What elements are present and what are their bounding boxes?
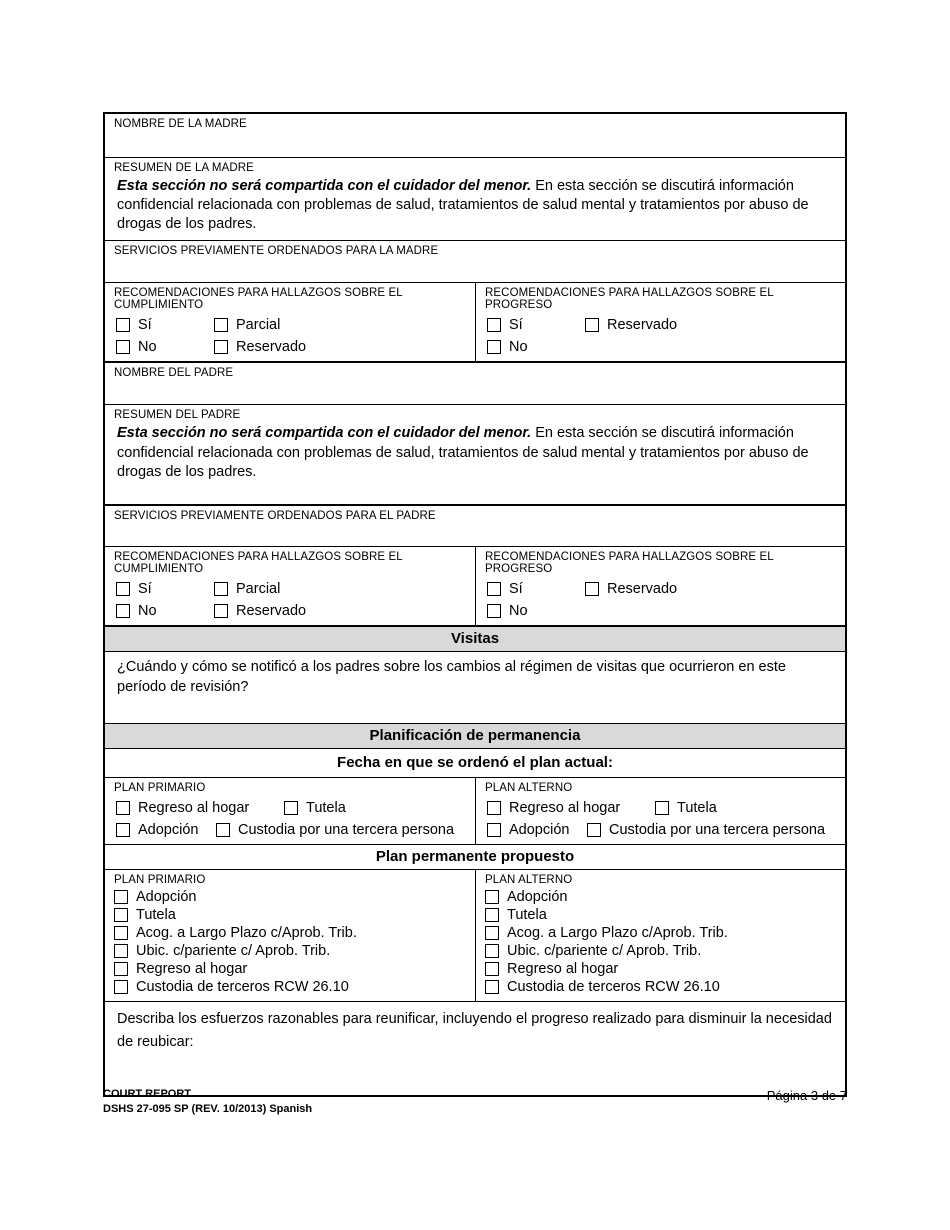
page-footer — [103, 1087, 847, 1117]
footer-form-title: COURT REPORT — [103, 1088, 191, 1100]
primary-plan-label: PLAN PRIMARIO — [114, 782, 206, 795]
mother-name-label: NOMBRE DE LA MADRE — [114, 118, 247, 130]
primary-proposed-regreso-checkbox[interactable] — [114, 961, 467, 977]
mother-services-field[interactable] — [105, 240, 845, 282]
option-label: Reservado — [607, 581, 678, 598]
checkbox-icon[interactable] — [485, 890, 499, 904]
checkbox-icon[interactable] — [485, 908, 499, 922]
primary-proposed-tutela-checkbox[interactable] — [114, 907, 467, 923]
mother-services-label: SERVICIOS PREVIAMENTE ORDENADOS PARA LA MADRE — [114, 245, 439, 258]
father-name-field[interactable] — [105, 361, 845, 404]
father-progress-column — [475, 547, 845, 625]
option-label: No — [509, 603, 528, 620]
option-label: Custodia de terceros RCW 26.10 — [507, 979, 720, 996]
option-label: Sí — [138, 317, 152, 334]
mother-compliance-no-checkbox[interactable] — [116, 339, 214, 355]
option-label: No — [509, 339, 528, 356]
checkbox-icon[interactable] — [114, 908, 128, 922]
father-progress-reservado-checkbox[interactable] — [585, 581, 677, 597]
option-label: No — [138, 339, 157, 356]
mother-progress-reservado-checkbox[interactable] — [585, 317, 677, 333]
mother-summary-label: RESUMEN DE LA MADRE — [114, 162, 254, 174]
mother-summary-field[interactable] — [105, 157, 845, 240]
option-label: Acog. a Largo Plazo c/Aprob. Trib. — [507, 925, 728, 942]
footer-page-number: Página 3 de 7 — [766, 1088, 847, 1103]
father-compliance-reservado-checkbox[interactable] — [214, 603, 306, 619]
father-compliance-si-checkbox[interactable] — [116, 581, 214, 597]
checkbox-icon[interactable] — [116, 582, 130, 596]
primary-proposed-acogida-checkbox[interactable] — [114, 925, 467, 941]
option-label: Tutela — [507, 907, 547, 924]
father-services-field[interactable] — [105, 504, 845, 546]
mother-progress-label: RECOMENDACIONES PARA HALLAZGOS SOBRE EL PROGRESO — [485, 287, 774, 312]
father-compliance-no-checkbox[interactable] — [116, 603, 214, 619]
primary-current-regreso-checkbox[interactable] — [116, 800, 284, 816]
option-label: Reservado — [607, 317, 678, 334]
alternate-proposed-ubicacion-checkbox[interactable] — [485, 943, 837, 959]
proposed-plan-row — [105, 869, 845, 1001]
current-primary-plan-column — [105, 778, 475, 844]
option-label: Adopción — [136, 889, 197, 906]
father-summary-label: RESUMEN DEL PADRE — [114, 409, 241, 422]
mother-progress-column — [475, 283, 845, 361]
confidential-bold-text: Esta sección no será compartida con el cuidador del menor. — [117, 425, 532, 442]
father-progress-si-checkbox[interactable] — [487, 581, 585, 597]
checkbox-icon[interactable] — [114, 962, 128, 976]
footer-form-info — [103, 1087, 312, 1117]
checkbox-icon[interactable] — [214, 582, 228, 596]
checkbox-icon[interactable] — [114, 890, 128, 904]
option-label: Tutela — [677, 800, 717, 817]
primary-current-custodia-checkbox[interactable] — [216, 822, 454, 838]
option-label: Sí — [509, 581, 523, 598]
checkbox-icon[interactable] — [214, 604, 228, 618]
checkbox-icon[interactable] — [487, 801, 501, 815]
checkbox-icon[interactable] — [587, 823, 601, 837]
current-plan-row — [105, 777, 845, 844]
primary-proposed-ubicacion-checkbox[interactable] — [114, 943, 467, 959]
checkbox-icon[interactable] — [114, 944, 128, 958]
option-label: Tutela — [306, 800, 346, 817]
option-label: Regreso al hogar — [509, 800, 621, 817]
option-label: Custodia de terceros RCW 26.10 — [136, 979, 349, 996]
confidential-rest-text: En esta sección se discutirá información confidencial relacionada con problemas de salud, tratamientos de salud mental y tratamientos por abuso de drogas de los padres. — [117, 425, 809, 480]
option-label: Sí — [138, 581, 152, 598]
father-recommendations-row — [105, 546, 845, 625]
checkbox-icon[interactable] — [485, 962, 499, 976]
checkbox-icon[interactable] — [485, 944, 499, 958]
option-label: Adopción — [507, 889, 568, 906]
option-label: Regreso al hogar — [136, 961, 248, 978]
father-progress-no-checkbox[interactable] — [487, 603, 585, 619]
visits-question-text: ¿Cuándo y cómo se notificó a los padres sobre los cambios al régimen de visitas que ocurrieron en este período de revisión? — [117, 659, 786, 695]
primary-proposed-adopcion-checkbox[interactable] — [114, 889, 467, 905]
option-label: Parcial — [236, 317, 281, 334]
confidential-bold-text: Esta sección no será compartida con el cuidador del menor. — [117, 178, 532, 194]
mother-recommendations-row — [105, 282, 845, 361]
court-report-form — [103, 112, 847, 1097]
primary-current-adopcion-checkbox[interactable] — [116, 822, 216, 838]
checkbox-icon[interactable] — [487, 340, 501, 354]
current-plan-date-field[interactable] — [105, 748, 845, 777]
checkbox-icon[interactable] — [485, 980, 499, 994]
father-confidential-note — [105, 422, 845, 487]
option-label: Regreso al hogar — [507, 961, 619, 978]
primary-current-tutela-checkbox[interactable] — [284, 800, 346, 816]
checkbox-icon[interactable] — [114, 926, 128, 940]
current-plan-date-label: Fecha en que se ordenó el plan actual: — [337, 754, 613, 772]
checkbox-icon[interactable] — [487, 318, 501, 332]
checkbox-icon[interactable] — [116, 340, 130, 354]
mother-compliance-parcial-checkbox[interactable] — [214, 317, 280, 333]
checkbox-icon[interactable] — [487, 582, 501, 596]
footer-form-number: DSHS 27-095 SP (REV. 10/2013) Spanish — [103, 1102, 313, 1115]
mother-compliance-si-checkbox[interactable] — [116, 317, 214, 333]
proposed-plan-header: Plan permanente propuesto — [105, 844, 845, 869]
permanency-section-header: Planificación de permanencia — [105, 723, 845, 748]
checkbox-icon[interactable] — [116, 801, 130, 815]
checkbox-icon[interactable] — [655, 801, 669, 815]
option-label: Adopción — [509, 822, 570, 839]
alternate-current-adopcion-checkbox[interactable] — [487, 822, 587, 838]
current-alternate-plan-column — [475, 778, 845, 844]
checkbox-icon[interactable] — [114, 980, 128, 994]
option-label: Ubic. c/pariente c/ Aprob. Trib. — [507, 943, 702, 960]
checkbox-icon[interactable] — [116, 604, 130, 618]
checkbox-icon[interactable] — [487, 604, 501, 618]
checkbox-icon[interactable] — [214, 318, 228, 332]
option-label: No — [138, 603, 157, 620]
option-label: Tutela — [136, 907, 176, 924]
father-compliance-label: RECOMENDACIONES PARA HALLAZGOS SOBRE EL CUMPLIMIENTO — [114, 551, 403, 576]
alternate-proposed-acogida-checkbox[interactable] — [485, 925, 837, 941]
reasonable-efforts-field[interactable] — [105, 1001, 845, 1095]
checkbox-icon[interactable] — [585, 582, 599, 596]
checkbox-icon[interactable] — [116, 318, 130, 332]
visits-question-field[interactable] — [105, 651, 845, 723]
alternate-proposed-regreso-checkbox[interactable] — [485, 961, 837, 977]
checkbox-icon[interactable] — [284, 801, 298, 815]
option-label: Adopción — [138, 822, 199, 839]
alternate-proposed-tutela-checkbox[interactable] — [485, 907, 837, 923]
checkbox-icon[interactable] — [487, 823, 501, 837]
father-compliance-column — [105, 547, 475, 625]
checkbox-icon[interactable] — [485, 926, 499, 940]
alternate-current-tutela-checkbox[interactable] — [655, 800, 717, 816]
checkbox-icon[interactable] — [116, 823, 130, 837]
visits-section-header: Visitas — [105, 625, 845, 651]
mother-name-field[interactable] — [105, 114, 845, 157]
alternate-current-custodia-checkbox[interactable] — [587, 822, 825, 838]
father-progress-label: RECOMENDACIONES PARA HALLAZGOS SOBRE EL PROGRESO — [485, 551, 774, 576]
proposed-primary-plan-column — [105, 870, 475, 1001]
option-label: Sí — [509, 317, 523, 334]
option-label: Custodia por una tercera persona — [609, 822, 826, 839]
mother-compliance-column — [105, 283, 475, 361]
option-label: Acog. a Largo Plazo c/Aprob. Trib. — [136, 925, 357, 942]
checkbox-icon[interactable] — [214, 340, 228, 354]
alternate-proposed-adopcion-checkbox[interactable] — [485, 889, 837, 905]
option-label: Regreso al hogar — [138, 800, 250, 817]
mother-progress-no-checkbox[interactable] — [487, 339, 585, 355]
checkbox-icon[interactable] — [216, 823, 230, 837]
primary-proposed-custodia-checkbox[interactable] — [114, 979, 467, 995]
primary-plan-label: PLAN PRIMARIO — [114, 874, 206, 887]
option-label: Ubic. c/pariente c/ Aprob. Trib. — [136, 943, 331, 960]
father-summary-field[interactable] — [105, 404, 845, 504]
option-label: Reservado — [236, 339, 307, 356]
option-label: Custodia por una tercera persona — [238, 822, 455, 839]
mother-progress-si-checkbox[interactable] — [487, 317, 585, 333]
mother-compliance-label: RECOMENDACIONES PARA HALLAZGOS SOBRE EL CUMPLIMIENTO — [114, 287, 403, 312]
father-services-label: SERVICIOS PREVIAMENTE ORDENADOS PARA EL PADRE — [114, 510, 436, 523]
proposed-alternate-plan-column — [475, 870, 845, 1001]
mother-compliance-reservado-checkbox[interactable] — [214, 339, 306, 355]
alternate-plan-label: PLAN ALTERNO — [485, 874, 573, 887]
option-label: Reservado — [236, 603, 307, 620]
alternate-proposed-custodia-checkbox[interactable] — [485, 979, 837, 995]
alternate-current-regreso-checkbox[interactable] — [487, 800, 655, 816]
mother-confidential-note — [105, 175, 845, 240]
reasonable-efforts-prompt: Describa los esfuerzos razonables para reunificar, incluyendo el progreso realizado para disminuir la necesidad de reubicar: — [117, 1011, 832, 1050]
option-label: Parcial — [236, 581, 281, 598]
alternate-plan-label: PLAN ALTERNO — [485, 782, 573, 795]
father-compliance-parcial-checkbox[interactable] — [214, 581, 280, 597]
father-name-label: NOMBRE DEL PADRE — [114, 367, 234, 380]
confidential-rest-text: En esta sección se discutirá información confidencial relacionada con problemas de salud, tratamientos de salud mental y tratamientos por abuso de drogas de los padres. — [117, 178, 809, 233]
checkbox-icon[interactable] — [585, 318, 599, 332]
